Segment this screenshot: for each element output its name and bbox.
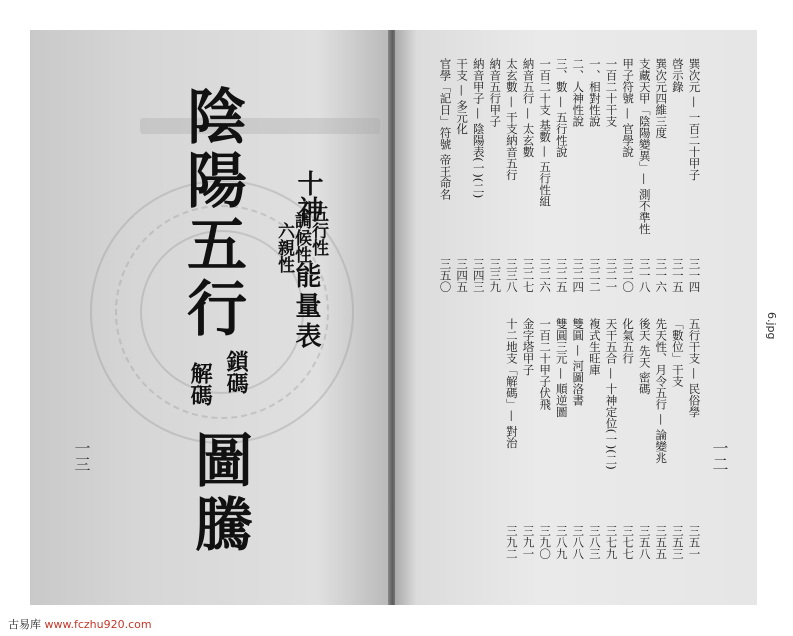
toc-top-entry-title: 三、數 — 五行性說 bbox=[554, 58, 569, 158]
toc-top-entry-title: 一百二十支 基數 — 五行性組 bbox=[538, 58, 553, 207]
toc-top-entry-title: 一、相對性說 bbox=[587, 58, 602, 127]
toc-top-entry-title: 納音五行 — 太玄數 bbox=[521, 58, 536, 158]
subtitle-nengliang: 能量表 bbox=[291, 262, 321, 352]
toc-bottom-entry-page: 三九一 bbox=[521, 525, 536, 560]
toc-top-entry-title: 巽次元 — 一百二十甲子 bbox=[687, 58, 702, 181]
toc-top-entry-page: 三二〇 bbox=[621, 258, 636, 293]
toc-bottom-entry-title: 一百二十甲子伏飛 bbox=[538, 318, 553, 410]
book-title: 陰陽五行 bbox=[177, 85, 247, 341]
toc-bottom-entry-page: 三五一 bbox=[687, 525, 702, 560]
footer-url[interactable]: www.fczhu920.com bbox=[44, 618, 152, 631]
toc-top-entry-page: 三四三 bbox=[471, 258, 486, 293]
toc-top-entry-page: 三三九 bbox=[488, 258, 503, 293]
toc-top-entry-page: 三一六 bbox=[654, 258, 669, 293]
toc-top-entry-title: 二、人神性說 bbox=[571, 58, 586, 127]
toc-top-entry-title: 支藏天甲「陰陽變異」— 測不準性 bbox=[637, 58, 652, 235]
toc-top-entry-title: 一百二十干支 bbox=[604, 58, 619, 127]
toc-bottom-entry-page: 三五三 bbox=[670, 525, 685, 560]
toc-bottom-entry-page: 三五五 bbox=[654, 525, 669, 560]
toc-bottom-entry-title: 十二地支「解碼」— 對治 bbox=[504, 318, 519, 449]
subtitle-liuqin: 六親性 bbox=[274, 222, 294, 273]
toc-bottom-entry-title: 雙圓三元 — 順逆圖 bbox=[554, 318, 569, 418]
toc-top-entry-page: 三一五 bbox=[670, 258, 685, 293]
book-title-tail: 圖騰 bbox=[185, 430, 253, 558]
toc-top-entry-title: 啓示錄 bbox=[670, 58, 685, 93]
subtitle-tiaohou: 調候性 bbox=[291, 212, 311, 263]
toc-bottom-entry-page: 三七九 bbox=[604, 525, 619, 560]
left-page-number: 一三 bbox=[72, 440, 91, 472]
toc-bottom-entry-title: 後天 先天 密碼 bbox=[637, 318, 652, 395]
toc-top-entry-page: 三二六 bbox=[538, 258, 553, 293]
subtitle-wuxing: 五行性 bbox=[308, 205, 328, 256]
toc-bottom-entry-page: 三七七 bbox=[621, 525, 636, 560]
toc-bottom-entry-page: 三九〇 bbox=[538, 525, 553, 560]
right-page-number: 一二 bbox=[710, 440, 729, 472]
subtitle-shishen: 十神 bbox=[293, 170, 323, 222]
toc-top-entry-page: 三二四 bbox=[571, 258, 586, 293]
toc-bottom-entry-page: 三八八 bbox=[571, 525, 586, 560]
toc-bottom-entry-title: 五行干支 — 民俗學 bbox=[687, 318, 702, 418]
toc-top-entry-page: 三一八 bbox=[637, 258, 652, 293]
toc-bottom-entry-page: 三八九 bbox=[554, 525, 569, 560]
toc-bottom-entry-title: 先天性、月令五行 — 論變兆 bbox=[654, 318, 669, 464]
toc-bottom-entry-title: 「數位」干支 bbox=[670, 318, 685, 387]
toc-bottom-entry-title: 化氣五行 bbox=[621, 318, 636, 364]
footer-site-name: 古易库 bbox=[8, 618, 41, 631]
toc-bottom-entry-title: 雙圓 — 河圖洛書 bbox=[571, 318, 586, 406]
toc-top-entry-page: 三三八 bbox=[504, 258, 519, 293]
toc-top-entry-title: 甲子符號 — 官學說 bbox=[621, 58, 636, 158]
bleed-through-text bbox=[140, 118, 380, 134]
toc-top-entry-title: 干支 — 多元化 bbox=[455, 58, 470, 135]
toc-bottom-entry-title: 天干五合 — 十神定位(一)(二) bbox=[604, 318, 619, 470]
toc-bottom-entry-title: 金字塔甲子 bbox=[521, 318, 536, 376]
toc-top-entry-page: 三一四 bbox=[687, 258, 702, 293]
toc-top-entry-title: 納音五行甲子 bbox=[488, 58, 503, 127]
title-suoma: 鎖碼 bbox=[223, 350, 250, 394]
toc-top-entry-page: 三二七 bbox=[521, 258, 536, 293]
toc-top-entry-page: 三四五 bbox=[455, 258, 470, 293]
file-label: 6.jpg bbox=[765, 312, 778, 340]
toc-bottom-entry-page: 三九二 bbox=[504, 525, 519, 560]
toc-top-entry-page: 三五〇 bbox=[438, 258, 453, 293]
toc-bottom-entry-page: 三八三 bbox=[587, 525, 602, 560]
footer bbox=[8, 616, 152, 632]
toc-top-entry-page: 三二一 bbox=[604, 258, 619, 293]
toc-top-entry-page: 三二二 bbox=[587, 258, 602, 293]
toc-top-entry-page: 三二五 bbox=[554, 258, 569, 293]
title-jiema: 解碼 bbox=[187, 362, 214, 406]
toc-bottom-entry-title: 複式生旺庫 bbox=[587, 318, 602, 376]
toc-top-entry-title: 太玄數 — 干支納音五行 bbox=[504, 58, 519, 181]
toc-top-entry-title: 巽次元四維三度 bbox=[654, 58, 669, 139]
toc-bottom-entry-page: 三五八 bbox=[637, 525, 652, 560]
toc-top-entry-title: 納音甲子 — 陰陽表(一)(二) bbox=[471, 58, 486, 199]
toc-top-entry-title: 官學「記日」符號 帝王命名 bbox=[438, 58, 453, 200]
